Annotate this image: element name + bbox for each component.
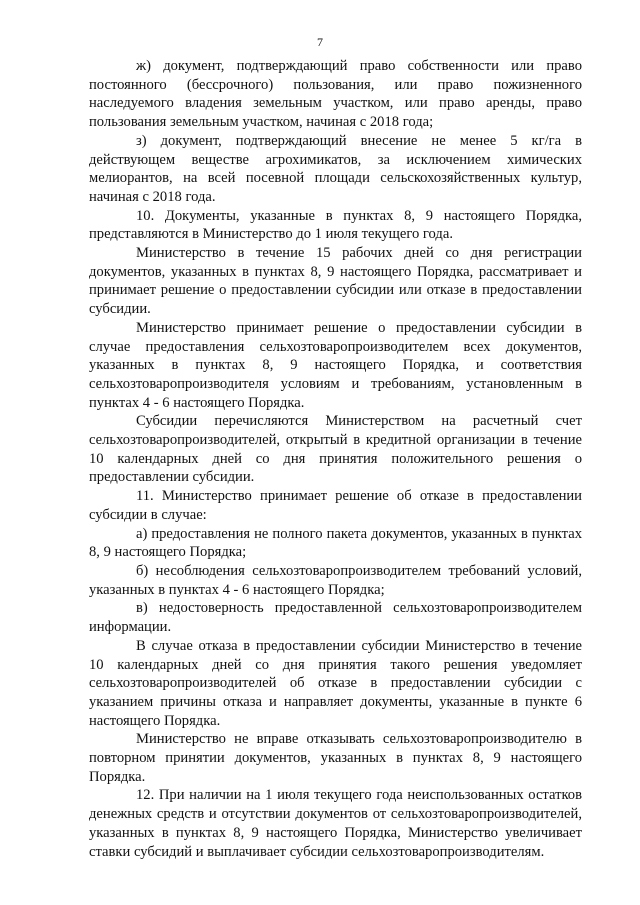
paragraph-subsidy-transfer: Субсидии перечисляются Министерством на расчетный счет сельхозтоваропроизводителей, открытый в кредитной организации в течение 10 календарных дней со дня принятия положительного решения о предоставлении субсидии.	[89, 413, 582, 486]
paragraph-review-period: Министерство в течение 15 рабочих дней со дня регистрации документов, указанных в пунктах 8, 9 настоящего Порядка, рассматривает и принимает решение о предоставлении субсидии или отказе в предоставлении субсидии.	[89, 245, 582, 318]
page-number: 7	[317, 35, 323, 49]
paragraph-approval-decision: Министерство принимает решение о предоставлении субсидии в случае предоставления сельхозтоваропроизводителем всех документов, указанных в пунктах 8, 9 настоящего Порядка, и соответствия сельхозтоваропроизводителя условиям и требованиям, установленным в пунктах 4 - 6 настоящего Порядка.	[89, 319, 582, 411]
paragraph-11-a: а) предоставления не полного пакета документов, указанных в пунктах 8, 9 настоящего Порядка;	[89, 525, 582, 561]
paragraph-11-b: б) несоблюдения сельхозтоваропроизводителем требований условий, указанных в пунктах 4 - 6 настоящего Порядка;	[89, 562, 582, 598]
document-body	[89, 57, 582, 861]
paragraph-10: 10. Документы, указанные в пунктах 8, 9 настоящего Порядка, представляются в Министерство до 1 июля текущего года.	[89, 207, 582, 243]
paragraph-zh: ж) документ, подтверждающий право собственности или право постоянного (бессрочного) пользования, или право пожизненного наследуемого владения земельным участком, или право аренды, право пользования земельным участком, начиная с 2018 года;	[89, 58, 582, 131]
paragraph-z: з) документ, подтверждающий внесение не менее 5 кг/га в действующем веществе агрохимикатов, за исключением химических мелиорантов, на всей посевной площади сельскохозяйственных культур, начиная с 2018 года.	[89, 132, 582, 205]
paragraph-refusal-notice: В случае отказа в предоставлении субсидии Министерство в течение 10 календарных дней со дня принятия такого решения уведомляет сельхозтоваропроизводителей об отказе в предоставлении субсидии с указанием причины отказа и направляет документы, указанные в пункте 6 настоящего Порядка.	[89, 637, 582, 729]
paragraph-11-v: в) недостоверность предоставленной сельхозтоваропроизводителем информации.	[89, 600, 582, 636]
paragraph-11: 11. Министерство принимает решение об отказе в предоставлении субсидии в случае:	[89, 488, 582, 523]
paragraph-12: 12. При наличии на 1 июля текущего года неиспользованных остатков денежных средств и отсутствии документов от сельхозтоваропроизводителей, указанных в пунктах 8, 9 настоящего Порядка, Министерство увеличивает ставки субсидий и выплачивает субсидии сельхозтоваропроизводителям.	[89, 787, 582, 860]
paragraph-resubmission: Министерство не вправе отказывать сельхозтоваропроизводителю в повторном принятии документов, указанных в пунктах 8, 9 настоящего Порядка.	[89, 731, 582, 785]
